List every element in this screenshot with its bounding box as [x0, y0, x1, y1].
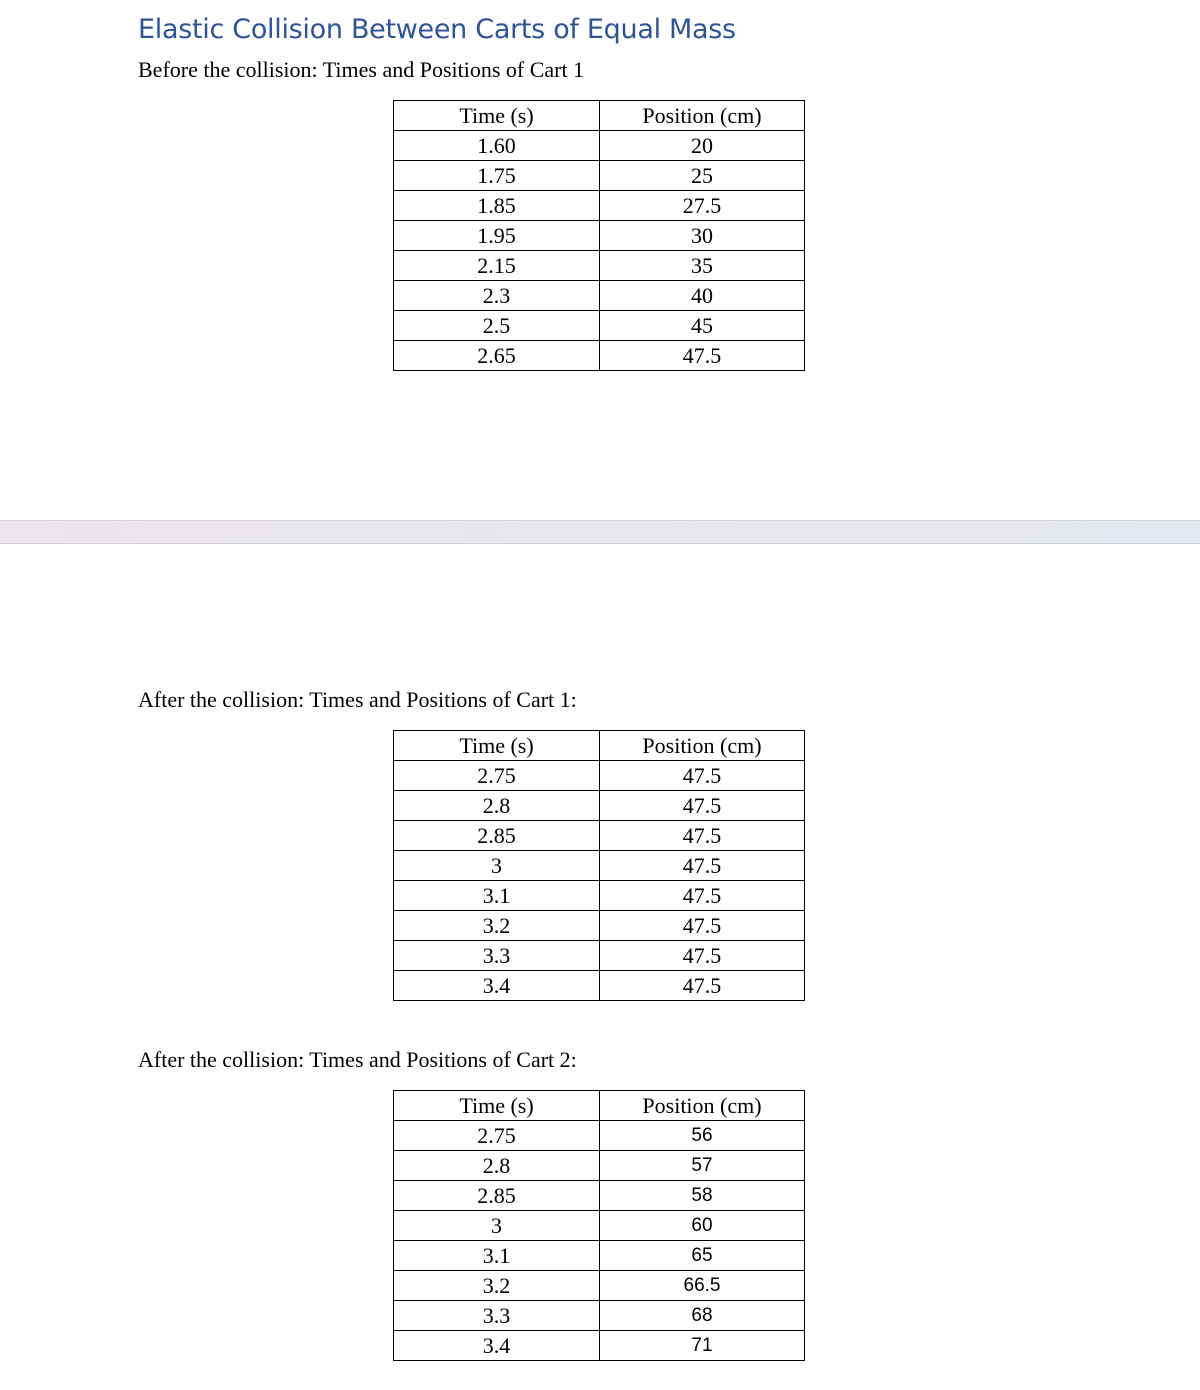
position-cell: 40 [600, 281, 805, 311]
time-cell: 3.2 [394, 1271, 600, 1301]
time-cell: 3.3 [394, 1301, 600, 1331]
position-cell: 47.5 [600, 821, 805, 851]
time-cell: 2.15 [394, 251, 600, 281]
table-row [394, 1331, 805, 1361]
table-row [394, 191, 805, 221]
table-header-row [394, 731, 805, 761]
table-row [394, 161, 805, 191]
time-cell: 1.60 [394, 131, 600, 161]
column-header-time: Time (s) [394, 731, 600, 761]
time-cell: 2.85 [394, 821, 600, 851]
position-cell: 57 [600, 1151, 805, 1181]
position-cell: 30 [600, 221, 805, 251]
table-row [394, 311, 805, 341]
position-cell: 20 [600, 131, 805, 161]
position-cell: 65 [600, 1241, 805, 1271]
time-cell: 2.5 [394, 311, 600, 341]
time-cell: 2.85 [394, 1181, 600, 1211]
page-break-separator [0, 520, 1200, 544]
table-row [394, 1121, 805, 1151]
time-cell: 2.3 [394, 281, 600, 311]
position-cell: 47.5 [600, 791, 805, 821]
table-row [394, 341, 805, 371]
table-row [394, 1181, 805, 1211]
table-after-cart2 [393, 1090, 805, 1361]
time-cell: 2.8 [394, 1151, 600, 1181]
time-cell: 2.65 [394, 341, 600, 371]
position-cell: 56 [600, 1121, 805, 1151]
table-row [394, 791, 805, 821]
position-cell: 47.5 [600, 341, 805, 371]
column-header-position: Position (cm) [600, 101, 805, 131]
table-row [394, 1241, 805, 1271]
position-cell: 68 [600, 1301, 805, 1331]
position-cell: 25 [600, 161, 805, 191]
position-cell: 60 [600, 1211, 805, 1241]
table-row [394, 1271, 805, 1301]
table-row [394, 761, 805, 791]
column-header-time: Time (s) [394, 1091, 600, 1121]
document-title: Elastic Collision Between Carts of Equal Mass [138, 14, 736, 45]
time-cell: 3.1 [394, 1241, 600, 1271]
column-header-position: Position (cm) [600, 1091, 805, 1121]
position-cell: 58 [600, 1181, 805, 1211]
table-row [394, 1211, 805, 1241]
table-before-cart1 [393, 100, 805, 371]
time-cell: 2.75 [394, 1121, 600, 1151]
table-row [394, 821, 805, 851]
time-cell: 1.75 [394, 161, 600, 191]
table-row [394, 911, 805, 941]
table-header-row [394, 101, 805, 131]
position-cell: 47.5 [600, 911, 805, 941]
position-cell: 66.5 [600, 1271, 805, 1301]
time-cell: 3.2 [394, 911, 600, 941]
position-cell: 71 [600, 1331, 805, 1361]
position-cell: 35 [600, 251, 805, 281]
table-row [394, 941, 805, 971]
time-cell: 1.85 [394, 191, 600, 221]
column-header-position: Position (cm) [600, 731, 805, 761]
table-row [394, 881, 805, 911]
table-row [394, 1301, 805, 1331]
time-cell: 2.75 [394, 761, 600, 791]
time-cell: 3.3 [394, 941, 600, 971]
column-header-time: Time (s) [394, 101, 600, 131]
section-caption-after-cart1: After the collision: Times and Positions of Cart 1: [138, 687, 577, 712]
position-cell: 27.5 [600, 191, 805, 221]
position-cell: 45 [600, 311, 805, 341]
position-cell: 47.5 [600, 941, 805, 971]
time-cell: 3.4 [394, 971, 600, 1001]
table-row [394, 221, 805, 251]
time-cell: 2.8 [394, 791, 600, 821]
position-cell: 47.5 [600, 761, 805, 791]
table-row [394, 1151, 805, 1181]
time-cell: 3 [394, 851, 600, 881]
table-after-cart1 [393, 730, 805, 1001]
section-caption-after-cart2: After the collision: Times and Positions of Cart 2: [138, 1047, 577, 1072]
table-row [394, 251, 805, 281]
section-caption-before-cart1: Before the collision: Times and Positions of Cart 1 [138, 57, 585, 82]
table-header-row [394, 1091, 805, 1121]
time-cell: 1.95 [394, 221, 600, 251]
table-row [394, 851, 805, 881]
position-cell: 47.5 [600, 851, 805, 881]
time-cell: 3.4 [394, 1331, 600, 1361]
table-row [394, 971, 805, 1001]
position-cell: 47.5 [600, 881, 805, 911]
time-cell: 3 [394, 1211, 600, 1241]
time-cell: 3.1 [394, 881, 600, 911]
position-cell: 47.5 [600, 971, 805, 1001]
table-row [394, 281, 805, 311]
table-row [394, 131, 805, 161]
